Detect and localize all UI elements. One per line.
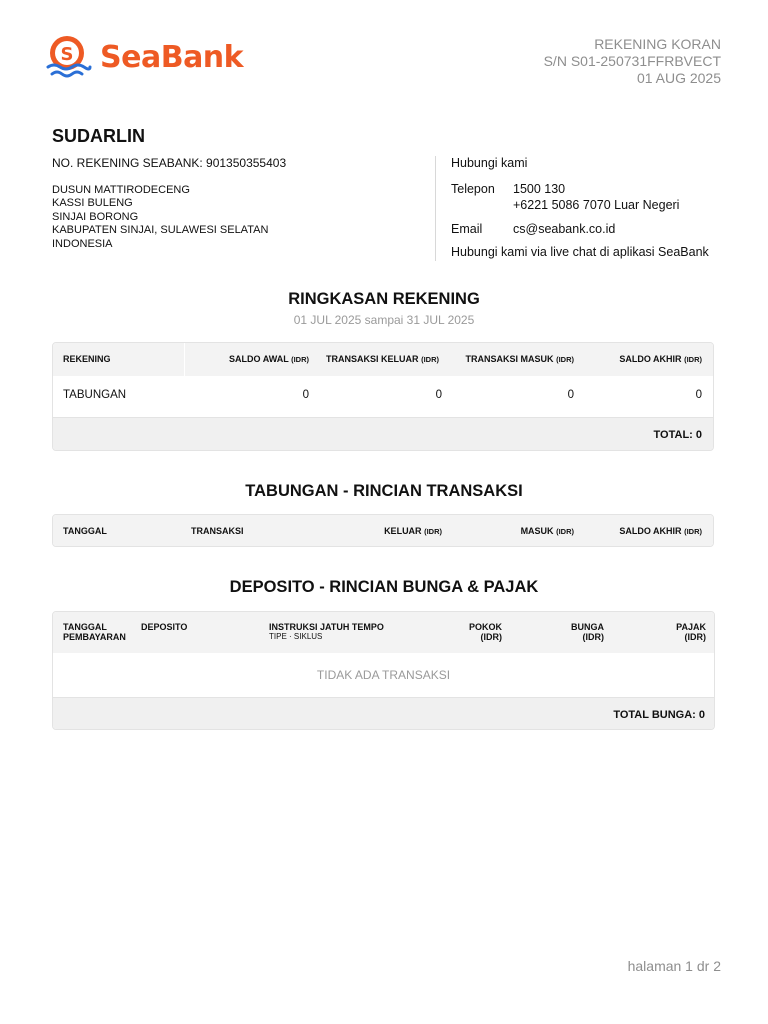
- address-line: INDONESIA: [52, 237, 113, 250]
- header-unit: (IDR): [684, 632, 706, 642]
- header-balance-label: SALDO AKHIR: [619, 526, 682, 536]
- row-closing: 0: [695, 389, 702, 401]
- holder-address: [52, 184, 268, 251]
- deposit-title: DEPOSITO - RINCIAN BUNGA & PAJAK: [229, 578, 539, 596]
- header-incoming-label: MASUK: [520, 526, 554, 536]
- seabank-logo: [46, 34, 243, 80]
- phone-number-intl: +6221 5086 7070 Luar Negeri: [513, 198, 680, 212]
- summary-period: 01 JUL 2025 sampai 31 JUL 2025: [293, 313, 475, 327]
- account-holder-name: SUDARLIN: [52, 126, 145, 146]
- header-transaction: TRANSAKSI: [191, 526, 244, 536]
- contact-title: Hubungi kami: [451, 156, 528, 170]
- header-unit: (IDR): [684, 527, 702, 536]
- summary-title: RINGKASAN REKENING: [288, 290, 480, 308]
- header-incoming: [466, 354, 574, 364]
- header-unit: (IDR): [582, 632, 604, 642]
- statement-meta: [544, 36, 721, 87]
- statement-serial: S/N S01-250731FFRBVECT: [543, 53, 721, 69]
- brand-name: SeaBank: [100, 39, 244, 75]
- seabank-logo-icon: [46, 34, 92, 80]
- address-line: KASSI BULENG: [52, 197, 133, 210]
- live-chat-note: Hubungi kami via live chat di aplikasi SeaBank: [451, 245, 709, 259]
- header-unit: (IDR): [556, 355, 574, 364]
- header-closing-label: SALDO AKHIR: [619, 354, 682, 364]
- empty-state-message: TIDAK ADA TRANSAKSI: [316, 668, 451, 682]
- header-unit: (IDR): [556, 527, 574, 536]
- deposit-table-header: [53, 612, 714, 653]
- address-line: DUSUN MATTIRODECENG: [52, 184, 190, 196]
- interest-total: TOTAL BUNGA: 0: [613, 709, 705, 721]
- header-principal-label: POKOK: [468, 622, 502, 632]
- phone-label: Telepon: [451, 182, 495, 196]
- header-instruction-label: INSTRUKSI JATUH TEMPO: [269, 622, 384, 632]
- svg-text:S: S: [60, 44, 74, 65]
- header-unit: (IDR): [684, 355, 702, 364]
- phone-number-local: 1500 130: [513, 182, 566, 196]
- header-closing-balance: [619, 354, 702, 364]
- savings-title: TABUNGAN - RINCIAN TRANSAKSI: [245, 482, 523, 500]
- header-account: REKENING: [63, 354, 111, 364]
- header-tax-label: PAJAK: [676, 622, 706, 632]
- header-payment-date: [63, 622, 126, 642]
- header-opening-label: SALDO AWAL: [229, 354, 289, 364]
- row-incoming: 0: [567, 389, 574, 401]
- header-tax: [676, 622, 706, 642]
- header-outgoing-label: TRANSAKSI KELUAR: [326, 354, 419, 364]
- email-link[interactable]: cs@seabank.co.id: [513, 222, 616, 236]
- header-cycle: SIKLUS: [293, 632, 323, 641]
- address-line: KABUPATEN SINJAI, SULAWESI SELATAN: [52, 224, 269, 237]
- header-interest: [571, 622, 604, 642]
- summary-table: [52, 342, 714, 451]
- statement-title: REKENING KORAN: [594, 36, 721, 52]
- header-unit: (IDR): [480, 632, 502, 642]
- header-balance: [619, 526, 702, 536]
- header-incoming: [521, 526, 574, 536]
- header-sep: ·: [289, 632, 292, 641]
- deposit-table: [52, 611, 715, 730]
- header-interest-label: BUNGA: [571, 622, 604, 632]
- column-divider: [184, 343, 185, 376]
- header-opening-balance: [229, 354, 309, 364]
- header-maturity-instruction: [269, 622, 384, 642]
- header-type: TIPE: [269, 632, 287, 641]
- header-payment-date-line1: TANGGAL: [63, 622, 107, 632]
- summary-table-header: [53, 343, 713, 376]
- page-number: halaman 1 dr 2: [627, 958, 721, 974]
- row-opening: 0: [302, 389, 309, 401]
- row-account: TABUNGAN: [63, 389, 127, 401]
- header-outgoing: [384, 526, 442, 536]
- address-line: SINJAI BORONG: [52, 210, 139, 223]
- header-payment-date-line2: PEMBAYARAN: [63, 632, 126, 642]
- vertical-divider: [435, 156, 436, 261]
- deposit-table-footer: [53, 697, 714, 730]
- email-label: Email: [451, 222, 483, 236]
- row-outgoing: 0: [435, 389, 442, 401]
- savings-table: [52, 514, 714, 547]
- savings-table-header: [53, 515, 713, 547]
- header-unit: (IDR): [291, 355, 309, 364]
- header-type-cycle: [269, 632, 384, 642]
- header-date: TANGGAL: [63, 526, 107, 536]
- header-outgoing-label: KELUAR: [384, 526, 422, 536]
- header-incoming-label: TRANSAKSI MASUK: [465, 354, 554, 364]
- statement-date: 01 AUG 2025: [636, 70, 721, 86]
- header-unit: (IDR): [424, 527, 442, 536]
- header-outgoing: [326, 354, 439, 364]
- summary-table-footer: [53, 417, 713, 451]
- header-principal: [469, 622, 502, 642]
- account-number: NO. REKENING SEABANK: 901350355403: [52, 156, 287, 170]
- summary-total: TOTAL: 0: [653, 429, 702, 441]
- header-unit: (IDR): [421, 355, 439, 364]
- header-deposit: DEPOSITO: [141, 622, 188, 632]
